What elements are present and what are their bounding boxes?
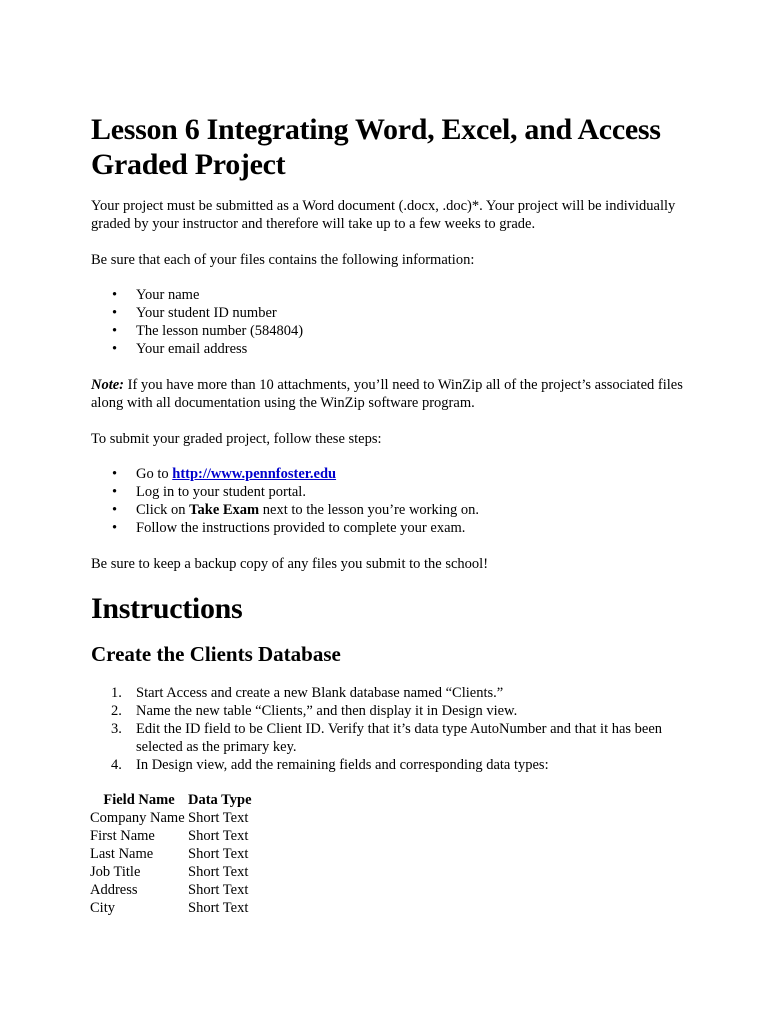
list-item: • The lesson number (584804) <box>91 322 691 340</box>
submit-lead: To submit your graded project, follow these steps: <box>91 431 382 447</box>
list-item: • Follow the instructions provided to complete your exam. <box>91 519 691 537</box>
title-line-2: Graded Project <box>91 148 286 181</box>
page-title <box>91 112 691 182</box>
data-type-header: Data Type <box>188 792 252 808</box>
list-item <box>91 465 691 483</box>
table-row <box>90 881 252 899</box>
document-page <box>91 112 691 917</box>
field-name-header: Field Name <box>103 792 175 808</box>
data-type-cell: Short Text <box>188 810 249 826</box>
field-name-cell: City <box>90 900 115 916</box>
click-suffix: next to the lesson you’re working on. <box>259 502 480 518</box>
table-row <box>90 863 252 881</box>
data-type-cell: Short Text <box>188 882 249 898</box>
instructions-heading: Instructions <box>91 592 243 625</box>
step-number: 4. <box>111 757 122 773</box>
step-text: In Design view, add the remaining fields and corresponding data types: <box>136 757 549 773</box>
note-label: Note: <box>91 377 125 393</box>
submit-steps-list <box>91 465 691 537</box>
data-type-cell: Short Text <box>188 828 249 844</box>
table-row <box>90 899 252 917</box>
field-name-cell: Address <box>90 882 138 898</box>
list-item: • Your email address <box>91 340 691 358</box>
step-number: 1. <box>111 685 122 701</box>
list-item <box>91 684 691 702</box>
field-name-cell: Company Name <box>90 810 185 826</box>
list-item <box>91 501 691 519</box>
list-item: • Your name <box>91 286 691 304</box>
step-text: Start Access and create a new Blank database named “Clients.” <box>136 685 504 701</box>
pennfoster-link[interactable]: http://www.pennfoster.edu <box>172 466 337 482</box>
table-row <box>90 827 252 845</box>
table-header-row <box>90 791 252 809</box>
note-text: If you have more than 10 attachments, you’ll need to WinZip all of the project’s associated files along with all documentation using the WinZip software program. <box>91 377 683 411</box>
steps-list <box>91 684 691 774</box>
list-item: • Your student ID number <box>91 304 691 322</box>
go-to-text: Go to <box>136 466 173 482</box>
data-type-cell: Short Text <box>188 846 249 862</box>
clients-heading: Create the Clients Database <box>91 642 341 666</box>
note-paragraph <box>91 376 691 412</box>
title-line-1: Lesson 6 Integrating Word, Excel, and Access <box>91 113 661 146</box>
fields-table <box>90 791 252 917</box>
info-list <box>91 286 691 358</box>
intro-paragraph: Your project must be submitted as a Word document (.docx, .doc)*. Your project will be individually graded by your instructor and therefore will take up to a few weeks to grade. <box>91 198 676 232</box>
field-name-cell: Last Name <box>90 846 154 862</box>
backup-paragraph: Be sure to keep a backup copy of any files you submit to the school! <box>91 556 489 572</box>
list-item <box>91 720 691 756</box>
table-row <box>90 809 252 827</box>
list-item <box>91 702 691 720</box>
table-row <box>90 845 252 863</box>
click-prefix: Click on <box>136 502 190 518</box>
step-text: Name the new table “Clients,” and then display it in Design view. <box>136 703 518 719</box>
step-number: 3. <box>111 721 122 737</box>
info-lead: Be sure that each of your files contains the following information: <box>91 252 475 268</box>
field-name-cell: First Name <box>90 828 155 844</box>
list-item: • Log in to your student portal. <box>91 483 691 501</box>
list-item <box>91 756 691 774</box>
take-exam-label: Take Exam <box>189 502 260 518</box>
step-number: 2. <box>111 703 122 719</box>
data-type-cell: Short Text <box>188 864 249 880</box>
field-name-cell: Job Title <box>90 864 141 880</box>
data-type-cell: Short Text <box>188 900 249 916</box>
step-text: Edit the ID field to be Client ID. Verify that it’s data type AutoNumber and that it has been selected as the primary key. <box>136 721 663 755</box>
